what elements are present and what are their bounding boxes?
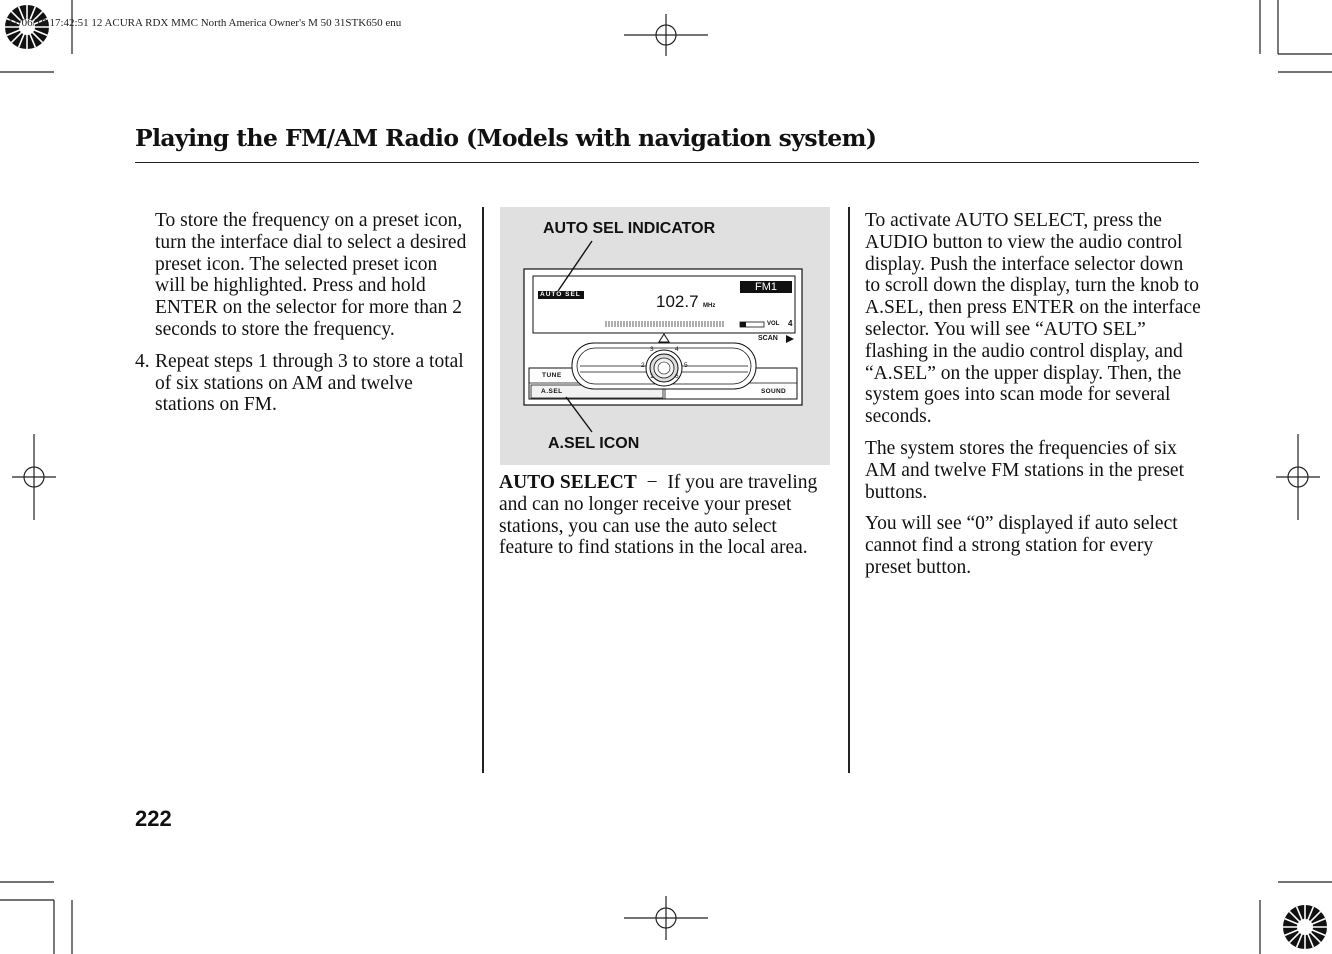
tune-label: TUNE bbox=[542, 372, 562, 379]
vol-label: VOL bbox=[767, 321, 780, 327]
scan-label: SCAN bbox=[758, 335, 778, 342]
auto-select-text: If you are traveling and can no longer receive your preset stations, you can use the auto select feature to find stations in the local area. bbox=[499, 472, 818, 559]
print-header: 11/06/16 17:42:51 12 ACURA RDX MMC North America Owner's M 50 31STK650 enu bbox=[8, 17, 402, 29]
preset-6: 6 bbox=[675, 373, 679, 380]
vol-value: 4 bbox=[788, 319, 793, 328]
column-divider-left bbox=[482, 207, 484, 773]
auto-sel-indicator-label: AUTO SEL INDICATOR bbox=[543, 220, 716, 237]
frequency-text: 102.7 bbox=[656, 292, 699, 311]
step-number: 4. bbox=[135, 350, 150, 372]
frequency-unit: MHz bbox=[703, 303, 716, 309]
activate-paragraph: To activate AUTO SELECT, press the AUDIO button to view the audio control display. Push the interface selector down to scroll down the display, turn the knob to A.SEL, then press ENTER on the interface selector. You will see “AUTO SEL” flashing in the audio control display, and “A.SEL” on the upper display. Then, the system goes into scan mode for several seconds. bbox=[865, 210, 1201, 428]
column-1 bbox=[135, 210, 470, 416]
band-text: FM1 bbox=[755, 281, 777, 293]
volume-bar-fill bbox=[740, 322, 746, 327]
registration-target-bottom-right bbox=[1283, 905, 1327, 949]
preset-store-paragraph: To store the frequency on a preset icon, turn the interface dial to select a desired preset icon. The selected preset icon will be highlighted. Press and hold ENTER on the selector for more than 2 seconds to store the frequency. bbox=[155, 210, 467, 340]
preset-3: 3 bbox=[650, 346, 654, 353]
column-3 bbox=[865, 210, 1201, 579]
page-title: Playing the FM/AM Radio (Models with navigation system) bbox=[135, 124, 877, 152]
auto-sel-tag-text: AUTO SEL bbox=[540, 291, 581, 298]
auto-select-term: AUTO SELECT bbox=[499, 472, 637, 493]
asel-label: A.SEL bbox=[541, 388, 563, 395]
preset-4: 4 bbox=[675, 346, 679, 353]
preset-1: 1 bbox=[650, 373, 654, 380]
step-text: Repeat steps 1 through 3 to store a total of six stations on AM and twelve stations on FM. bbox=[155, 350, 464, 416]
step-4 bbox=[135, 351, 470, 416]
page-number: 222 bbox=[135, 806, 172, 831]
sound-label: SOUND bbox=[761, 388, 786, 395]
term-dash: − bbox=[646, 472, 658, 493]
audio-unit-illustration bbox=[500, 207, 830, 465]
auto-select-description bbox=[499, 472, 831, 559]
column-divider-right bbox=[848, 207, 850, 773]
zero-paragraph: You will see “0” displayed if auto select cannot find a strong station for every preset button. bbox=[865, 513, 1178, 578]
preset-5: 5 bbox=[684, 362, 688, 369]
stores-paragraph: The system stores the frequencies of six AM and twelve FM stations in the preset buttons. bbox=[865, 437, 1184, 503]
asel-icon-label: A.SEL ICON bbox=[548, 435, 640, 452]
preset-2: 2 bbox=[641, 362, 645, 369]
audio-display-figure bbox=[500, 207, 830, 465]
title-rule bbox=[135, 162, 1199, 163]
